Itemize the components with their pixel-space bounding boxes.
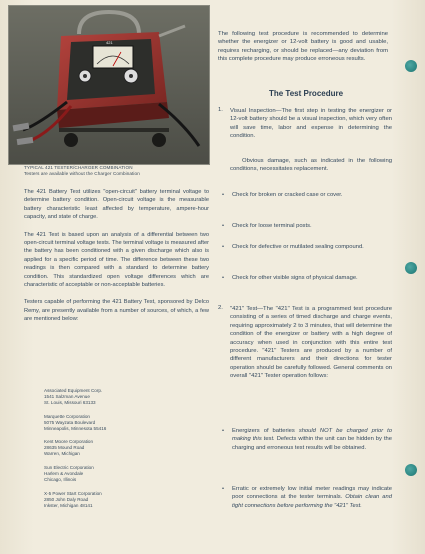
source-item: [44, 388, 194, 406]
bullet-dot: •: [222, 223, 225, 229]
note-emphasis: should NOT be charged prior to making this test.: [232, 428, 393, 443]
source-name: X-5 Power Start Corporation: [44, 490, 102, 496]
right-intro: The following test procedure is recommended to determine whether the energizer or 12-volt battery is good and usable, requires recharging, or should be replaced—any deviation from this complete procedure may produce erroneous results.: [218, 31, 388, 63]
checklist-text: Check for defective or mutilated sealing compound.: [232, 244, 364, 250]
step-1-text-2: Obvious damage, such as indicated in the following conditions, necessitates replacement.: [230, 158, 392, 173]
checklist-item: [222, 222, 392, 230]
source-name: Marquette Corporation: [44, 413, 90, 419]
source-street: 1541 Salzman Avenue: [44, 393, 90, 399]
note-item: [222, 427, 393, 452]
source-city: Chicago, Illinois: [44, 476, 77, 482]
bullet-dot: •: [222, 244, 225, 250]
source-list: [44, 388, 194, 517]
note-text: Energizers of batteries: [232, 428, 299, 434]
checklist-item: [222, 191, 392, 199]
note-item: [222, 485, 392, 510]
source-item: [44, 465, 194, 483]
source-name: Sun Electric Corporation: [44, 465, 94, 471]
source-item: [44, 491, 194, 509]
meter-label: 421: [106, 40, 113, 45]
source-name: Kent Moore Corporation: [44, 439, 94, 445]
binder-hole: [405, 464, 417, 476]
bullet-dot: •: [222, 428, 225, 434]
bullet-dot: •: [222, 192, 225, 198]
caption-line-1: TYPICAL 421 TESTER/CHARGER COMBINATION: [24, 165, 133, 170]
source-city: St. Louis, Missouri 63133: [44, 399, 96, 405]
source-street: 28635 Mound Road: [44, 445, 85, 451]
checklist-text: Check for other visible signs of physical damage.: [232, 275, 358, 281]
left-column-text: [24, 188, 209, 333]
source-name: Associated Equipment Corp.: [44, 388, 103, 393]
tester-photo: [8, 5, 210, 165]
note-text: Erratic or extremely low initial meter readings may indicate poor connections at the tester terminals.: [232, 486, 392, 501]
binder-hole: [405, 60, 417, 72]
paragraph-intro: The 421 Battery Test utilizes "open-circuit" battery terminal voltage to determine battery condition. Open-circuit voltage is the measurable battery characteristic least affected by temperature, ampere-hour capacity, and state of charge.: [24, 189, 209, 221]
checklist-item: [222, 243, 392, 251]
source-item: [44, 439, 194, 457]
source-city: Warren, Michigan: [44, 451, 80, 457]
step-2-text: "421" Test—The "421" Test is a programmed test procedure consisting of a series of timed discharge and charge events, requiring approximately 2 to 3 minutes, that will determine the condition of the energizer or battery with a high degree of accuracy when used in conjunction with this entire test procedure. "421" Testers are produced by a number of different manufacturers and their directions for tester operation should be carefully followed. General comments on overall "421" Tester operation follows:: [230, 306, 392, 380]
paragraph-sources: Testers capable of performing the 421 Battery Test, sponsored by Delco Remy, are presently available from a number of sources, of which, a few are mentioned below:: [24, 299, 209, 323]
source-street: Harlem & Avondale: [44, 471, 84, 477]
note-text: Defects within the unit can be hidden by the charging and erroneous test results will be obtained.: [232, 436, 392, 451]
source-city: Minneapolis, Minnesota 55416: [44, 425, 107, 431]
bullet-dot: •: [222, 275, 225, 281]
step-number-1: 1.: [218, 107, 223, 113]
source-street: 2850 John Daly Road: [44, 496, 89, 502]
caption-line-2: Testers are available without the Charger Combination: [24, 171, 140, 176]
source-city: Inkster, Michigan 48141: [44, 502, 93, 508]
binder-hole: [405, 262, 417, 274]
step-number-2: 2.: [218, 305, 223, 311]
photo-caption: [24, 165, 214, 177]
note-emphasis: Obtain clean and tight connections before performing the "421" Test.: [232, 494, 392, 509]
source-item: [44, 414, 194, 432]
section-heading: The Test Procedure: [268, 89, 344, 98]
source-street: 5075 Wayzata Boulevard: [44, 419, 96, 425]
paragraph-analysis: The 421 Test is based upon an analysis of a differential between two open-circuit terminal voltage tests. The terminal voltage is measured after the battery has been conditioned with a given discharge which also is applied for a specific period of time. The difference between these two readings is then compared with a standard to determine battery condition. This standardized open voltage differences which are characteristic of acceptable or non-acceptable batteries.: [24, 231, 209, 289]
step-1-text: Visual Inspection—The first step in testing the energizer or 12-volt battery should be a visual inspection, which very often will save time, labor and expense in determining the condition.: [230, 108, 392, 140]
checklist-text: Check for loose terminal posts.: [232, 223, 312, 229]
bullet-dot: •: [222, 486, 225, 492]
checklist-item: [222, 274, 392, 282]
checklist-text: Check for broken or cracked case or cover.: [232, 192, 343, 198]
